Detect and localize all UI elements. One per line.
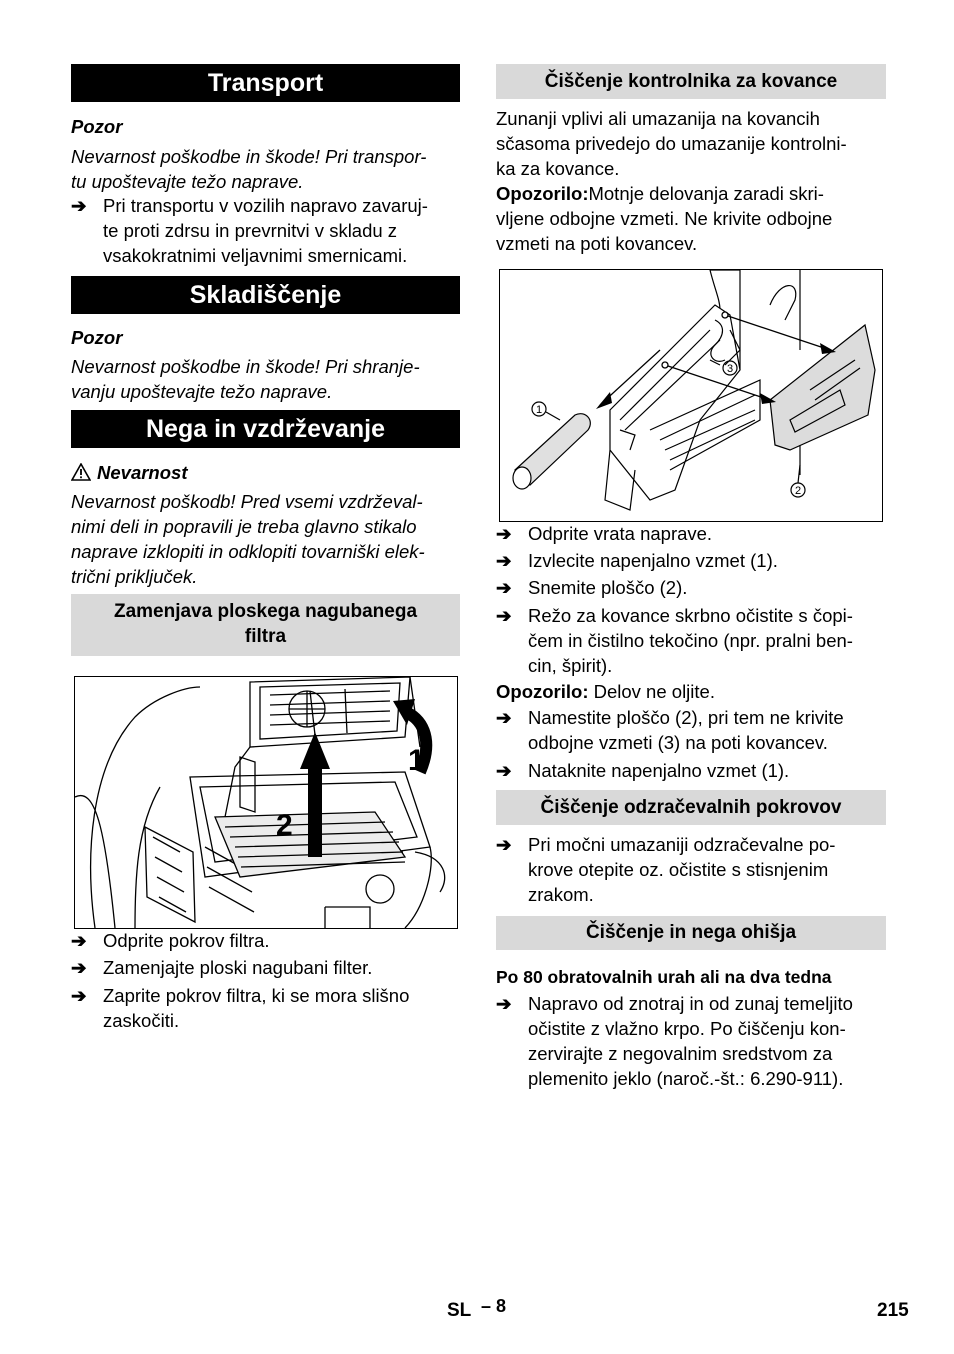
list-item: ➔ Zamenjajte ploski nagubani filter.: [71, 957, 373, 978]
figure-label-2: 2: [276, 809, 293, 842]
subsection-heading-filter: Zamenjava ploskega nagubanega filtra: [71, 594, 460, 656]
subsection-heading-vent: Čiščenje odzračevalnih pokrovov: [496, 790, 886, 825]
figure-label-1: 1: [536, 404, 543, 416]
caution-label: Pozor: [71, 327, 123, 348]
caution-text: Nevarnost poškodbe in škode! Pri shranje- vanju upoštevajte težo naprave.: [71, 356, 420, 402]
footer-local-page: – 8: [481, 1296, 507, 1316]
coin-checker-illustration: [500, 270, 882, 521]
danger-label: Nevarnost: [71, 460, 187, 485]
arrow-icon: ➔: [496, 550, 512, 571]
subsection-heading-coin: Čiščenje kontrolnika za kovance: [496, 64, 886, 99]
footer-language: SL: [447, 1300, 472, 1321]
arrow-icon: ➔: [496, 707, 512, 728]
list-item: ➔ Snemite ploščo (2).: [496, 577, 688, 598]
list-item: ➔ Odprite pokrov filtra.: [71, 930, 270, 951]
coin-intro-text: Zunanji vplivi ali umazanija na kovancih sčasoma privedejo do umazanije kontrolni- ka za kovance.: [496, 108, 847, 179]
figure-label-1: 1: [408, 744, 425, 777]
list-item: ➔ Izvlecite napenjalno vzmet (1).: [496, 550, 778, 571]
arrow-icon: ➔: [496, 605, 512, 626]
coin-note-text: Opozorilo:Motnje delovanja zaradi skri- vljene odbojne vzmeti. Ne krivite odbojne vzmeti na poti kovancev.: [496, 183, 833, 254]
list-item: ➔ Režo za kovance skrbno očistite s čopi- čem in čistilno tekočino (npr. pralni ben- cin, špirit).: [496, 605, 853, 676]
figure-label-3: 3: [727, 363, 734, 375]
danger-text: Nevarnost poškodb! Pred vsemi vzdrževal- nimi deli in popravili je treba glavno stikalo naprave izklopiti in odklopiti tovarniški elek- trični priključek.: [71, 491, 425, 587]
list-item: ➔ Pri transportu v vozilih napravo zavaruj- te proti zdrsu in prevrnitvi v skladu z vsakokratnimi veljavnimi smernicami.: [71, 195, 428, 266]
filter-replacement-figure: [74, 676, 458, 929]
coin-checker-figure: [499, 269, 883, 522]
list-item: ➔ Napravo od znotraj in od zunaj temeljito očistite z vlažno krpo. Po čiščenju kon- zervirajte z negovalnim sredstvom za plemenito jeklo (naroč.-št.: 6.290-911).: [496, 993, 853, 1089]
arrow-icon: ➔: [496, 834, 512, 855]
arrow-icon: ➔: [71, 930, 87, 951]
section-heading-transport: Transport: [71, 64, 460, 102]
arrow-icon: ➔: [71, 195, 87, 216]
arrow-icon: ➔: [496, 993, 512, 1014]
caution-label: Pozor: [71, 116, 123, 137]
list-item: ➔ Pri močni umazaniji odzračevalne po- krove otepite oz. očistite s stisnjenim zrakom.: [496, 834, 836, 905]
figure-label-2: 2: [795, 485, 802, 497]
list-item: ➔ Zaprite pokrov filtra, ki se mora slišno zaskočiti.: [71, 985, 410, 1031]
housing-subheading: Po 80 obratovalnih urah ali na dva tedna: [496, 967, 832, 987]
subsection-heading-housing: Čiščenje in nega ohišja: [496, 916, 886, 950]
arrow-icon: ➔: [496, 760, 512, 781]
list-item: ➔ Nataknite napenjalno vzmet (1).: [496, 760, 790, 781]
section-heading-care: Nega in vzdrževanje: [71, 410, 460, 448]
arrow-icon: ➔: [71, 985, 87, 1006]
vacuum-filter-illustration: [75, 677, 457, 928]
list-item: ➔ Odprite vrata naprave.: [496, 523, 713, 544]
list-item: ➔ Namestite ploščo (2), pri tem ne krivite odbojne vzmeti (3) na poti kovancev.: [496, 707, 844, 753]
arrow-icon: ➔: [71, 957, 87, 978]
caution-text: Nevarnost poškodbe in škode! Pri transpor- tu upoštevajte težo naprave.: [71, 146, 427, 192]
arrow-icon: ➔: [496, 523, 512, 544]
arrow-icon: ➔: [496, 577, 512, 598]
section-heading-storage: Skladiščenje: [71, 276, 460, 314]
coin-note2-text: Opozorilo: Delov ne oljite.: [496, 681, 715, 702]
warning-triangle-icon: [71, 463, 91, 481]
footer-page-number: 215: [877, 1300, 909, 1321]
